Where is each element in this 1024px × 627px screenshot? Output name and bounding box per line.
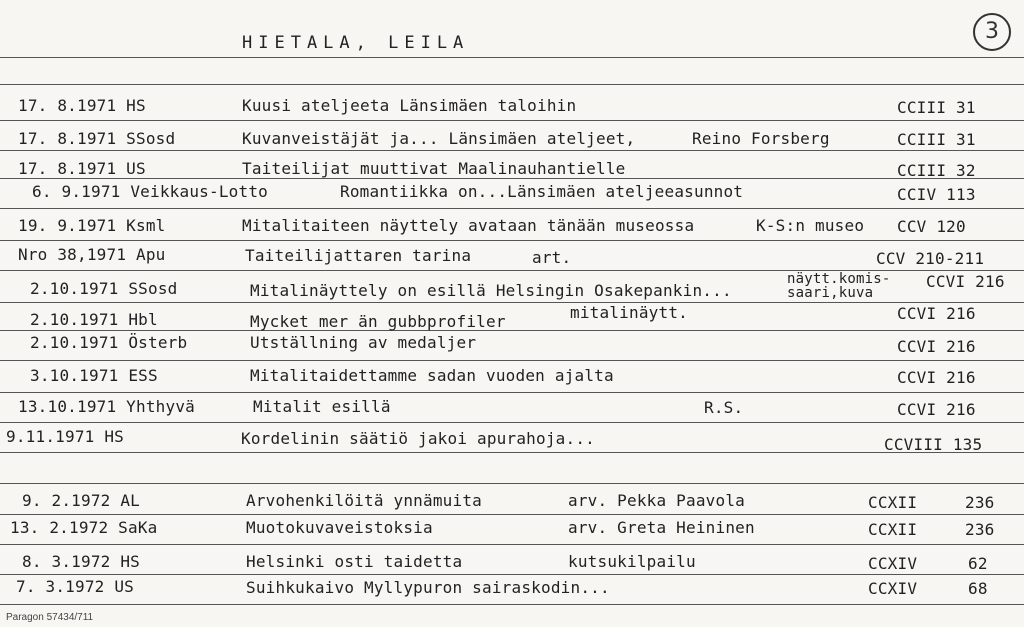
row-date: 17. 8.1971 SSosd [18, 129, 176, 148]
row-ref: CCV 120 [897, 217, 966, 236]
row-ref: CCVI 216 [897, 337, 976, 356]
row-title: Suihkukaivo Myllypuron sairaskodin... [246, 578, 610, 597]
rule [0, 208, 1024, 209]
rule [0, 240, 1024, 241]
printer-mark: Paragon 57434/711 [6, 612, 94, 623]
row-date: 6. 9.1971 Veikkaus-Lotto [32, 182, 268, 201]
row-note: Reino Forsberg [692, 129, 830, 148]
row-ref: CCXIV [868, 579, 918, 598]
row-note: R.S. [704, 398, 744, 417]
row-title: Arvohenkilöitä ynnämuita [246, 491, 482, 510]
row-title: Taiteilijat muuttivat Maalinauhantielle [242, 159, 626, 178]
rule [0, 392, 1024, 393]
row-title: Taiteilijattaren tarina [245, 246, 472, 265]
row-note: näytt.komis-saari,kuva [787, 271, 891, 301]
row-ref: CCVI 216 [897, 304, 976, 323]
row-date: 3.10.1971 ESS [30, 366, 158, 385]
row-title: Utställning av medaljer [250, 333, 477, 352]
row-date: 13.10.1971 Yhthyvä [18, 397, 195, 416]
row-note: arv. Greta Heininen [568, 518, 755, 537]
rule [0, 544, 1024, 545]
rule [0, 483, 1024, 484]
row-date: 9. 2.1972 AL [22, 491, 140, 510]
rule [0, 120, 1024, 121]
rule [0, 57, 1024, 58]
row-title: Mitalit esillä [253, 397, 391, 416]
row-title: Mycket mer än gubbprofiler [250, 312, 506, 331]
row-ref: CCVI 216 [897, 368, 976, 387]
row-date: 9.11.1971 HS [6, 427, 124, 446]
rule [0, 422, 1024, 423]
row-date: 17. 8.1971 US [18, 159, 146, 178]
row-date: 13. 2.1972 SaKa [10, 518, 158, 537]
rule [0, 514, 1024, 515]
row-date: 2.10.1971 Österb [30, 333, 188, 352]
row-note: art. [532, 248, 572, 267]
row-title: Kuvanveistäjät ja... Länsimäen ateljeet, [242, 129, 636, 148]
row-ref: CCXIV [868, 554, 918, 573]
row-note: arv. Pekka Paavola [568, 491, 745, 510]
row-date: 2.10.1971 Hbl [30, 310, 158, 329]
row-title: Helsinki osti taidetta [246, 552, 463, 571]
row-note: mitalinäytt. [570, 303, 688, 322]
row-note: kutsukilpailu [568, 552, 696, 571]
row-title: Romantiikka on...Länsimäen ateljeeasunnot [340, 182, 744, 201]
row-title: Muotokuvaveistoksia [246, 518, 433, 537]
rule [0, 574, 1024, 575]
row-ref: CCXII [868, 493, 918, 512]
row-ref: CCIV 113 [897, 185, 976, 204]
row-ref: CCVI 216 [897, 400, 976, 419]
row-ref: CCXII [868, 520, 918, 539]
row-title: Kuusi ateljeeta Länsimäen taloihin [242, 96, 577, 115]
row-page: 236 [965, 493, 995, 512]
rule [0, 302, 1024, 303]
rule [0, 452, 1024, 453]
row-title: Mitalitaiteen näyttely avataan tänään museossa [242, 216, 695, 235]
row-ref: CCV 210-211 [876, 249, 985, 268]
row-page: 236 [965, 520, 995, 539]
card-number-badge: 3 [973, 13, 1011, 51]
row-title: Mitalitaidettamme sadan vuoden ajalta [250, 366, 614, 385]
rule [0, 604, 1024, 605]
row-date: 8. 3.1972 HS [22, 552, 140, 571]
row-page: 68 [968, 579, 988, 598]
row-date: 7. 3.1972 US [16, 577, 134, 596]
card-title: HIETALA, LEILA [242, 33, 470, 53]
row-ref: CCVIII 135 [884, 435, 983, 454]
row-ref: CCIII 31 [897, 130, 976, 149]
row-title: Kordelinin säätiö jakoi apurahoja... [241, 429, 595, 448]
row-ref: CCIII 32 [897, 161, 976, 180]
row-date: 2.10.1971 SSosd [30, 279, 178, 298]
row-date: Nro 38,1971 Apu [18, 245, 166, 264]
rule [0, 84, 1024, 85]
row-page: 62 [968, 554, 988, 573]
row-date: 19. 9.1971 Ksml [18, 216, 166, 235]
row-date: 17. 8.1971 HS [18, 96, 146, 115]
rule [0, 330, 1024, 331]
row-ref: CCIII 31 [897, 98, 976, 117]
rule [0, 178, 1024, 179]
rule [0, 360, 1024, 361]
row-note: K-S:n museo [756, 216, 865, 235]
row-ref: CCVI 216 [926, 272, 1005, 291]
row-title: Mitalinäyttely on esillä Helsingin Osakepankin... [250, 281, 732, 300]
rule [0, 150, 1024, 151]
